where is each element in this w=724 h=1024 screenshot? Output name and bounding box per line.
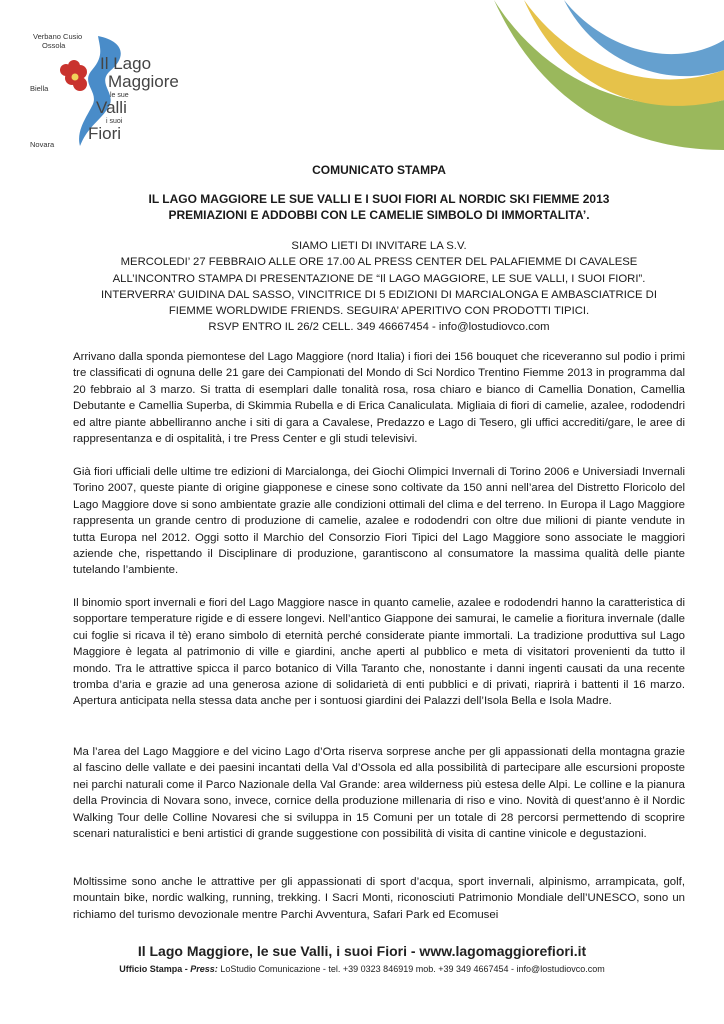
logo-text-le-sue: le sue: [110, 92, 129, 99]
title-line-1: IL LAGO MAGGIORE LE SUE VALLI E I SUOI FIORI AL NORDIC SKI FIEMME 2013: [148, 192, 610, 206]
footer-contacts: [0, 964, 724, 974]
invitation-block: [73, 238, 685, 336]
invite-line: FIEMME WORLDWIDE FRIENDS. SEGUIRA’ APERITIVO CON PRODOTTI TIPICI.: [168, 305, 590, 318]
body-paragraph-4: Ma l’area del Lago Maggiore e del vicino Lago d’Orta riserva sorprese anche per gli appassionati della montagna grazie al fascino delle vallate e dei paesini incantati della Val d’Ossola ed alla possibilità di partecipare alle escursioni proposte nei parchi naturali come il Parco Nazionale della Val Grande: area wilderness più estesa delle Alpi. Le colline e la pianura della Provincia di Novara sono, invece, cornice della produzione millenaria di riso e vino. Novità di quest’anno è il Nordic Walking Tour delle Colline Novaresi che si sviluppa in 15 Comuni per un totale di 28 percorsi permettendo di scoprire scenari naturalistici e beni artistici di grande suggestione con possibilità di visita di cantine vinicole e degustazioni.: [73, 746, 685, 841]
invite-line: ALL’INCONTRO STAMPA DI PRESENTAZIONE DE “Il LAGO MAGGIORE, LE SUE VALLI, I SUOI FIORI”.: [112, 272, 646, 285]
logo-label-novara: Novara: [30, 140, 55, 149]
logo-label-biella: Biella: [30, 84, 49, 93]
invite-line: MERCOLEDI’ 27 FEBBRAIO ALLE ORE 17.00 AL PRESS CENTER DEL PALAFIEMME DI CAVALESE: [120, 256, 638, 269]
body-paragraph-2: Già fiori ufficiali delle ultime tre edizioni di Marcialonga, dei Giochi Olimpici Invernali di Torino 2006 e Universiadi Invernali Torino 2007, queste piante di origine giapponese e cinese sono coltivate da 150 anni nell’area del Distretto Floricolo del Lago Maggiore dove si sono ambientate grazie alle condizioni ottimali del clima e del terreno. In Europa il Lago Maggiore rappresenta un grande centro di produzione di camelie, azalee e rododendri con oltre due milioni di piante vendute in tutta Europa nel 2012. Oggi sotto il Marchio del Consorzio Fiori Tipici del Lago Maggiore sono associate le maggiori aziende che, rispettando il Disciplinare di produzione, garantiscono al consumatore la massima qualità delle piante tutelando l’ambiente.: [73, 466, 685, 577]
logo-text-valli: Valli: [96, 98, 127, 117]
body-paragraph-3: Il binomio sport invernali e fiori del Lago Maggiore nasce in quanto camelie, azalee e rododendri hanno la caratteristica di sopportare temperature rigide e di essere longevi. Nell’antico Giappone dei samurai, le camelie a fioritura invernale (dalle cui foglie si ricava il tè) erano simbolo di eternità perché considerate piante immortali. La tradizione produttiva sul Lago Maggiore è legata al patrimonio di ville e giardini, anche aperti al pubblico e meta di visitatori provenienti da tutto il mondo. Tra le attrattive spicca il parco botanico di Villa Taranto che, nonostante i danni ingenti causati da una recente tromba d’aria e grazie ad una generosa azione di solidarietà di enti pubblici e di privati, riaprirà i battenti il 16 marzo. Apertura anticipata nella stessa data anche per i sontuosi giardini dei Palazzi dell’Isola Bella e Isola Madre.: [73, 597, 685, 708]
footer-title: Il Lago Maggiore, le sue Valli, i suoi Fiori - www.lagomaggiorefiori.it: [137, 943, 587, 959]
body-paragraph-5: Moltissime sono anche le attrattive per gli appassionati di sport d’acqua, sport invernali, alpinismo, arrampicata, golf, mountain bike, nordic walking, running, trekking. I Sacri Monti, riconosciuti Patrimonio Mondiale dell’UNESCO, sono un richiamo del turismo devozionale mentre Parchi Avventura, Safari Park ed Ecomusei: [73, 876, 685, 921]
flower-icon: [60, 60, 87, 91]
invite-line: SIAMO LIETI DI INVITARE LA S.V.: [291, 240, 467, 252]
decorative-swoosh: [484, 0, 724, 150]
invite-line: INTERVERRA’ GUIDINA DAL SASSO, VINCITRICE DI 5 EDIZIONI DI MARCIALONGA E AMBASCIATRICE DI: [101, 288, 657, 301]
press-release-title: [73, 191, 685, 223]
footer-office-label: Ufficio Stampa -: [119, 964, 188, 974]
logo-text-maggiore: Maggiore: [108, 72, 179, 91]
body-paragraph-1: Arrivano dalla sponda piemontese del Lago Maggiore (nord Italia) i fiori dei 156 bouquet che riceveranno sul podio i primi tre classificati di ognuna delle 21 gare dei Campionati del Mondo di Sci Nordico Trentino Fiemme 2013 in programma dal 20 febbraio al 3 marzo. Si tratta di esemplari dalle tonalità rosa, rosa chiaro e bianco di Camellia Donation, Camellia Debutante e Camellia Superba, di Skimmia Rubella e di Erica Canaliculata. Migliaia di fiori di camelie, azalee, rododendri ed altre piante abbelliranno anche i siti di gara a Cavalese, Predazzo e Lago di Tesero, gli uffici accrediti/gare, le aree di rappresentanza e di ospitalità, i tre Press Center e gli studi televisivi.: [73, 351, 685, 446]
logo-text-fiori: Fiori: [88, 124, 122, 143]
press-release-kicker: COMUNICATO STAMPA: [312, 163, 446, 177]
logo-text-i-suoi: i suoi: [106, 118, 123, 125]
logo-label-ossola: Ossola: [42, 41, 66, 50]
logo: [28, 26, 178, 156]
title-line-2: PREMIAZIONI E ADDOBBI CON LE CAMELIE SIMBOLO DI IMMORTALITA’.: [168, 208, 590, 222]
logo-text-il-lago: Il Lago: [100, 54, 152, 73]
logo-label-verbano: Verbano Cusio: [33, 32, 83, 41]
footer-press-label: Press:: [190, 964, 218, 974]
footer-contact-text: LoStudio Comunicazione - tel. +39 0323 846919 mob. +39 349 4667454 - info@lostudiovco.com: [220, 964, 605, 974]
invite-line: RSVP ENTRO IL 26/2 CELL. 349 46667454 - info@lostudiovco.com: [208, 321, 550, 334]
